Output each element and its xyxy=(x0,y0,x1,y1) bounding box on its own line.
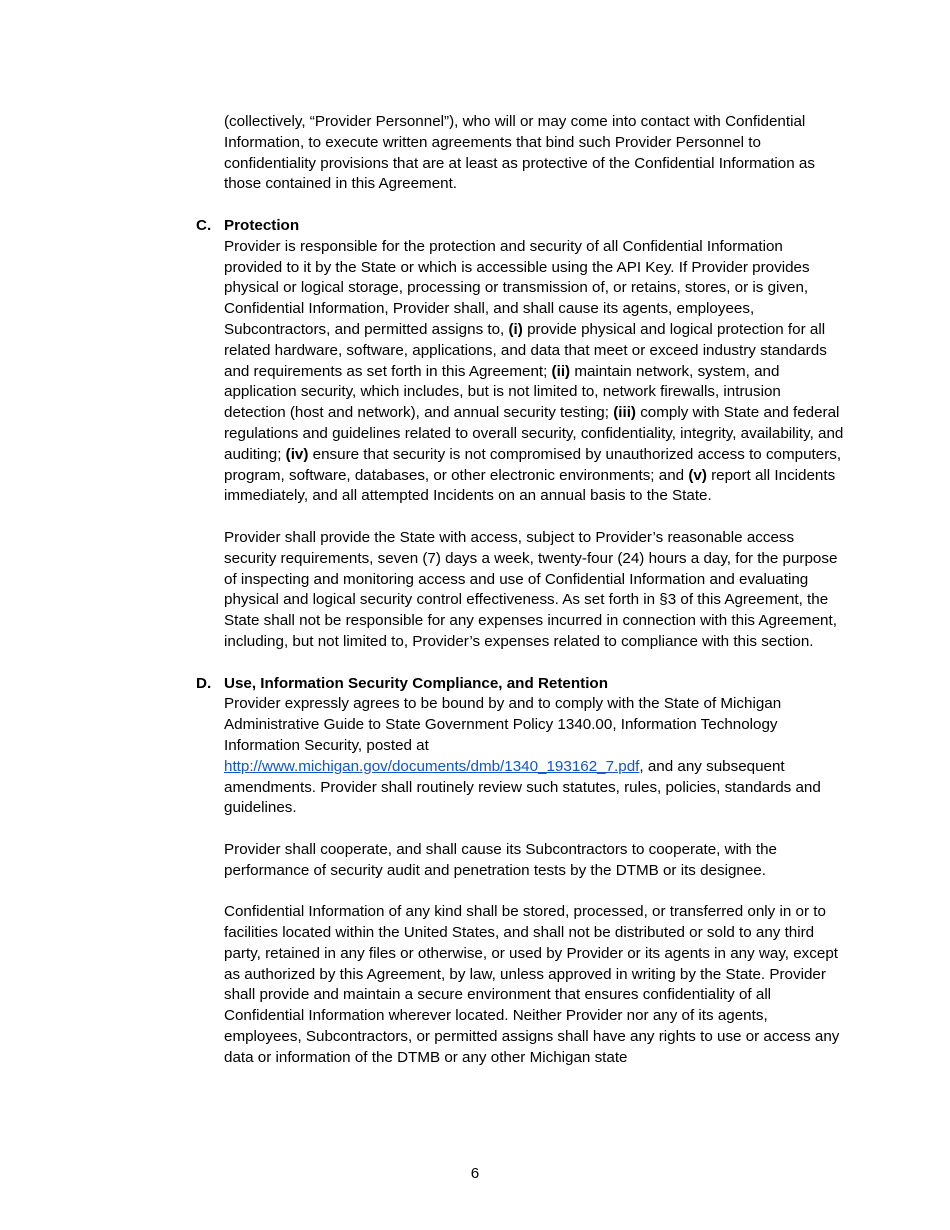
section-c-paragraph-1 xyxy=(224,237,844,507)
clause-marker-i: (i) xyxy=(508,320,523,338)
clause-marker-v: (v) xyxy=(688,466,707,484)
section-c-paragraph-2: Provider shall provide the State with access, subject to Provider’s reasonable access security requirements, seven (7) days a week, twenty-four (24) hours a day, for the purpose of inspecting and monitoring access and use of Confidential Information and evaluating physical and logical security control effectiveness. As set forth in §3 of this Agreement, the State shall not be responsible for any expenses incurred in connection with this Agreement, including, but not limited to, Provider’s expenses related to compliance with this section. xyxy=(224,528,838,650)
text-run: provide physical and logical protection for all related hardware, software, applications, and data that meet or exceed industry standards and requirements as set forth in this Agreement; xyxy=(224,320,827,380)
section-d-letter: D. xyxy=(196,674,212,692)
policy-pdf-link[interactable]: http://www.michigan.gov/documents/dmb/1340_193162_7.pdf xyxy=(224,757,640,775)
text-run: Provider expressly agrees to be bound by and to comply with the State of Michigan Administrative Guide to State Government Policy 1340.00, Information Technology Information Security, posted at xyxy=(224,695,782,754)
section-d-paragraph-1 xyxy=(224,694,844,819)
section-c-letter: C. xyxy=(196,216,212,234)
intro-paragraph: (collectively, “Provider Personnel”), who will or may come into contact with Confidential Information, to execute written agreements that bind such Provider Personnel to confidentiality provisions that are at least as protective of the Confidential Information as those contained in this Agreement. xyxy=(224,113,815,193)
section-c xyxy=(196,216,844,653)
clause-marker-iv: (iv) xyxy=(285,445,309,463)
section-d-paragraph-2: Provider shall cooperate, and shall cause its Subcontractors to cooperate, with the performance of security audit and penetration tests by the DTMB or its designee. xyxy=(224,840,777,879)
clause-marker-iii: (iii) xyxy=(613,404,636,422)
document-body xyxy=(196,112,844,1069)
section-d-title: Use, Information Security Compliance, and Retention xyxy=(224,674,608,692)
text-run: ensure that security is not compromised by unauthorized access to computers, program, software, databases, or other electronic environments; and xyxy=(224,445,842,484)
text-run: Provider is responsible for the protection and security of all Confidential Information provided to it by the State or which is accessible using the API Key. If Provider provides physical or logical storage, processing or transmission of, or retains, stores, or is given, Confidential Information, Provider shall, and shall cause its agents, employees, Subcontractors, and permitted assigns to, xyxy=(224,237,810,338)
section-d-paragraph-3: Confidential Information of any kind shall be stored, processed, or transferred only in or to facilities located within the United States, and shall not be distributed or sold to any third party, retained in any files or otherwise, or used by Provider or its agents in any way, except as authorized by this Agreement, by law, unless approved in writing by the State. Provider shall provide and maintain a secure environment that ensures confidentiality of all Confidential Information wherever located. Neither Provider nor any of its agents, employees, Subcontractors, or permitted assigns shall have any rights to use or access any data or information of the DTMB or any other Michigan state xyxy=(224,903,840,1066)
page-number: 6 xyxy=(470,1165,480,1182)
text-run: , and any subsequent amendments. Provider shall routinely review such statutes, rules, policies, standards and guidelines. xyxy=(224,757,821,817)
text-run: maintain network, system, and application security, which includes, but is not limited to, network firewalls, intrusion detection (host and network), and annual security testing; xyxy=(224,362,781,422)
text-run: report all Incidents immediately, and all attempted Incidents on an annual basis to the State. xyxy=(224,466,836,505)
clause-marker-ii: (ii) xyxy=(551,362,571,380)
section-c-title: Protection xyxy=(224,216,300,234)
section-d xyxy=(196,674,844,1069)
text-run: comply with State and federal regulations and guidelines related to overall security, confidentiality, integrity, availability, and auditing; xyxy=(224,404,844,463)
